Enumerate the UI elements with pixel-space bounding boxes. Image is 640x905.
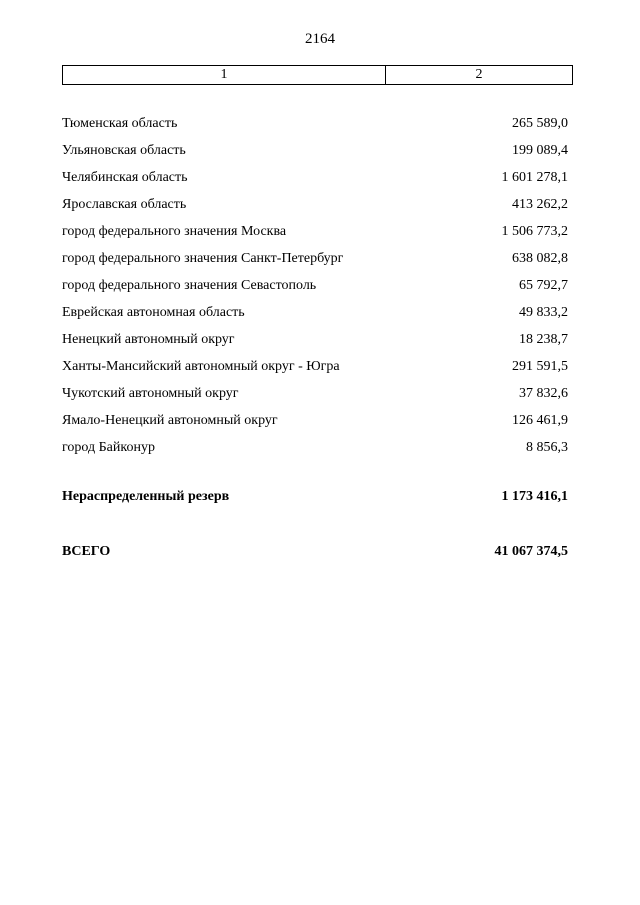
table-row (62, 245, 568, 272)
table-row (62, 164, 568, 191)
region-name: город федерального значения Севастополь (62, 277, 317, 293)
grand-total-amount: 41 067 374,5 (494, 544, 568, 559)
region-name: Чукотский автономный округ (62, 385, 239, 401)
region-amount: 8 856,3 (526, 439, 568, 455)
region-name: Ульяновская область (62, 142, 186, 158)
region-name: Ямало-Ненецкий автономный округ (62, 412, 278, 428)
table-row (62, 272, 568, 299)
region-amount: 413 262,2 (512, 196, 568, 212)
table-row (62, 407, 568, 434)
region-amount: 1 601 278,1 (501, 169, 568, 185)
table-row (62, 299, 568, 326)
column-2-number: 2 (475, 67, 483, 82)
column-number-header (62, 65, 573, 85)
region-amount: 638 082,8 (512, 250, 568, 266)
region-name: Тюменская область (62, 115, 178, 131)
unallocated-reserve-row (62, 487, 568, 507)
table-row (62, 326, 568, 353)
region-amount: 37 832,6 (519, 385, 568, 401)
region-amount: 126 461,9 (512, 412, 568, 428)
table-row (62, 137, 568, 164)
region-amount: 49 833,2 (519, 304, 568, 320)
unallocated-reserve-label: Нераспределенный резерв (62, 489, 230, 504)
region-name: город федерального значения Москва (62, 223, 287, 239)
region-name: Еврейская автономная область (62, 304, 245, 320)
region-allocation-list (62, 110, 568, 461)
unallocated-reserve-amount: 1 173 416,1 (501, 489, 568, 504)
region-name: город федерального значения Санкт-Петербург (62, 250, 344, 266)
column-1-number: 1 (63, 66, 386, 84)
grand-total-label: ВСЕГО (62, 544, 111, 559)
region-name: Ненецкий автономный округ (62, 331, 235, 347)
region-amount: 18 238,7 (519, 331, 568, 347)
table-row (62, 353, 568, 380)
region-name: Ярославская область (62, 196, 187, 212)
region-amount: 265 589,0 (512, 115, 568, 131)
grand-total-row (62, 542, 568, 562)
table-row (62, 191, 568, 218)
table-row (62, 380, 568, 407)
region-amount: 65 792,7 (519, 277, 568, 293)
region-name: город Байконур (62, 439, 155, 455)
table-row (62, 434, 568, 461)
table-row (62, 218, 568, 245)
region-name: Челябинская область (62, 169, 188, 185)
region-amount: 199 089,4 (512, 142, 568, 158)
region-amount: 1 506 773,2 (501, 223, 568, 239)
region-name: Ханты-Мансийский автономный округ - Югра (62, 358, 340, 374)
page-number: 2164 (305, 31, 335, 47)
table-row (62, 110, 568, 137)
region-amount: 291 591,5 (512, 358, 568, 374)
